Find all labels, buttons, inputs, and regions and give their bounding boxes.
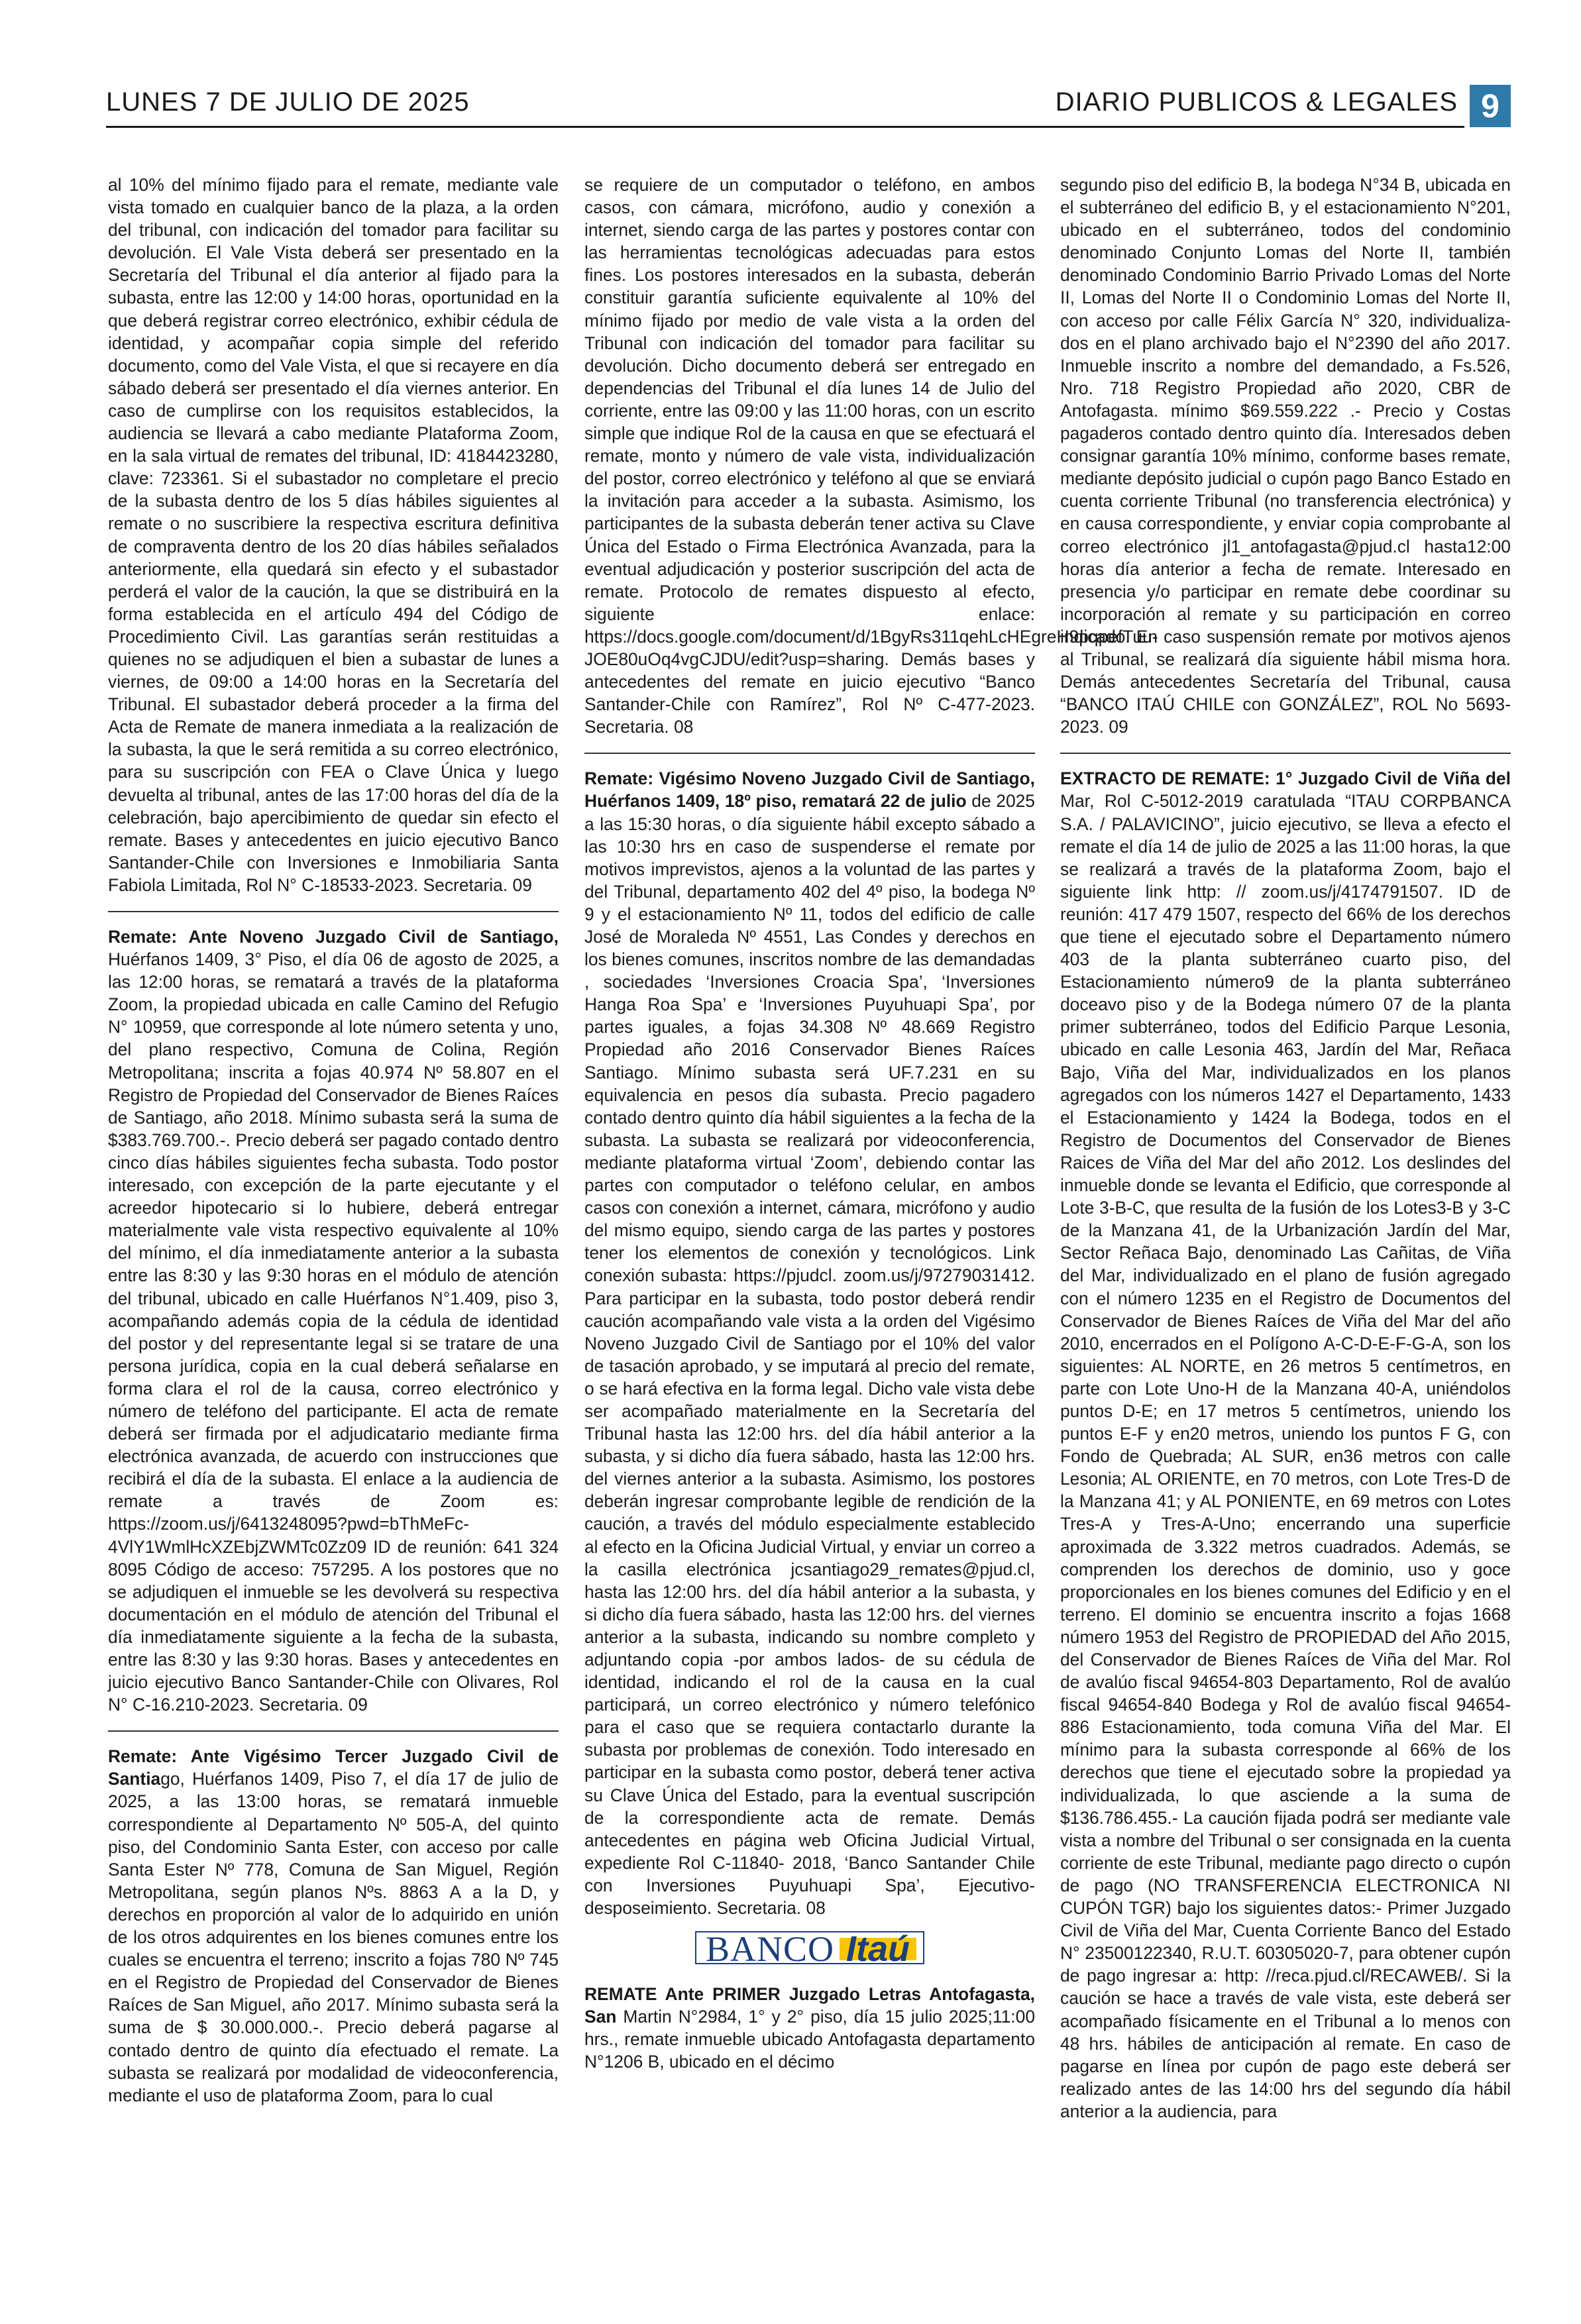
logo-itau-text: Itaú [840,1938,916,1960]
notice-body: de 2025 a las 15:30 horas, o día siguiente hábil excepto sábado a las 10:30 hrs en caso de suspenderse el remate por motivos imprevistos, ajenos a la voluntad de las partes y del Tribunal, departamento 402 del 4º piso, la bodega Nº 9 y el estacionamiento Nº 11, todos del edificio de calle José de Moraleda Nº 4551, Las Condes y derechos en los bienes comunes, inscritos nombre de las demandadas , sociedades ‘Inversiones Croacia Spa’, ‘Inversiones Hanga Roa Spa’ e ‘Inversiones Puyuhuapi Spa’, por partes iguales, a fojas 34.308 Nº 48.669 Registro Propiedad año 2016 Conservador Bienes Raíces Santiago. Mínimo subasta será UF.7.231 en su equivalencia en pesos día subasta. Precio pagadero contado dentro quinto día hábil siguientes a la fecha de la subasta. La subasta se realizará por videoconferencia, mediante plataforma virtual ‘Zoom’, debiendo contar las partes con computador o teléfono celular, en ambos casos con conexión a internet, cámara, micrófono y audio del mismo equipo, siendo carga de las partes y postores tener los elementos de conexión y tecnológicos. Link conexión subasta: https://pjudcl. zoom.us/j/97279031412. Para participar en la subasta, todo postor deberá rendir caución acompañando vale vista a la orden del Vigésimo Noveno Juzgado Civil de Santiago por el 10% del valor de tasación aprobado, y se imputará al precio del remate, o se hará efectiva en la forma legal. Dicho vale vista debe ser acompañado materialmente en la Secretaría del Tribunal hasta las 12:00 hrs. del día hábil anterior a la subasta, y si dicho día fuera sábado, hasta las 12:00 hrs. del viernes anterior a la subasta. Asimismo, los postores deberán ingresar comprobante legible de rendición de la caución, a través del módulo especialmente establecido al efecto en la Oficina Judicial Virtual, y enviar un correo a la casilla electrónica jcsantiago29_remates@pjud.cl, hasta las 12:00 hrs. del día hábil anterior a la subasta, y si dicho día fuera sábado, hasta las 12:00 hrs. del viernes anterior a la subasta, indicando su nombre completo y adjuntando copia -por ambos lados- de su cédula de identidad, indicando el rol de la causa en la cual participará, un correo electrónico y número telefónico para el caso que se requiera contactarlo durante la subasta por problemas de conexión. Todo interesado en participar en la subasta como postor, deberá tener activa su Clave Única del Estado, para la eventual suscripción de la correspondiente acta de remate. Demás antecedentes en página web Oficina Judicial Virtual, expediente Rol C-11840- 2018, ‘Banco Santander Chile con Inversiones Puyuhuapi Spa’, Ejecutivo- desposeimiento. Secretaria. 08 [584,791,1035,1919]
banco-itau-logo [695,1929,924,1970]
notice-body: go, Huérfanos 1409, Piso 7, el día 17 de julio de 2025, a las 13:00 horas, se rematará inmueble correspondiente al Departamento Nº 505-A, del quinto piso, del Condominio Santa Ester, con acceso por calle Santa Ester Nº 778, Comuna de San Miguel, Región Metropolitana, según planos Nºs. 8863 A a la D, y derechos en proporción al valor de lo adquirido en unión de los otros adquirentes en los bienes comunes entre los cuales se encuentra el terreno; inscrito a fojas 780 Nº 745 en el Registro de Propiedad del Conservador de Bienes Raíces de San Miguel, año 2017. Mínimo subasta será la suma de $ 30.000.000.-. Precio deberá pagarse al contado dentro de quinto día efectuado el remate. La subasta se realizará por modalidad de videoconferencia, mediante el uso de plataforma Zoom, para lo cual [108,1769,559,2105]
notice-heading: Remate: Ante Vigésimo Tercer Juzgado Civil de Santia [108,1746,559,1789]
bank-logo-wrap [584,1929,1035,1970]
notice-body: se requiere de un computador o teléfono, en ambos casos, con cámara, micrófono, audio y conexión a internet, siendo carga de las partes y postores contar con las herramientas tecnológicas adecuadas para estos fines. Los postores interesados en la subasta, deberán constituir garantía suficiente equivalente al 10% del mínimo fijado por medio de vale vista a la orden del Tribunal con indicación del tomador para facilitar su devolución. Dicho documento deberá ser entregado en dependencias del Tribunal el día lunes 14 de Julio del corriente, entre las 09:00 y las 11:00 horas, con un escrito simple que indique Rol de la causa en que se efectuará el remate, monto y número de vale vista, individualización del postor, correo electrónico y teléfono al que se enviará la invitación para acceder a la subasta. Asimismo, los participantes de la subasta deberán tener activa su Clave Única del Estado o Firma Electrónica Avanzada, para la eventual adjudicación y posterior suscripción del acta de remate. Protocolo de remates dispuesto al efecto, siguiente enlace: https://docs.google.com/document/d/1BgyRs311qehLcHEgreH9pqpefTuu-JOE80uOq4vgCJDU/edit?usp=sharing. Demás bases y antecedentes del remate en juicio ejecutivo “Banco Santander-Chile con Ramírez”, Rol Nº C-477-2023. Secretaria. 08 [584,175,1158,737]
notice-primer-juzgado-antofagasta [584,1983,1035,2073]
publication-name: DIARIO PUBLICOS & LEGALES [1055,87,1458,117]
notice-noveno-juzgado [108,925,559,1716]
column-1 [108,174,559,2294]
notice-divider [108,911,559,912]
notice-body: Martin N°2984, 1° y 2° piso, día 15 julio 2025;11:00 hrs., remate inmueble ubicado Antofagasta departamento N°1206 B, ubicado en el décimo [584,2007,1035,2072]
notice-extracto-vina-del-mar [1060,767,1511,2123]
logo-banco-text: BANCO [705,1929,834,1970]
notice-heading: Remate: Vigésimo Noveno Juzgado Civil de Santiago, Huérfanos 1409, 18º piso, rematará 22 de julio [584,768,1035,812]
notice-vigesimo-tercer-juzgado [108,1745,559,2107]
notice-body: Huérfanos 1409, 3° Piso, el día 06 de agosto de 2025, a las 12:00 horas, se rematará a través de la plataforma Zoom, la propiedad ubicada en calle Camino del Refugio N° 10959, que corresponde al lote número setenta y uno, del plano respectivo, Comuna de Colina, Región Metropolitana; inscrita a fojas 40.974 Nº 58.807 en el Registro de Propiedad del Conservador de Bienes Raíces de Santiago, año 2018. Mínimo subasta será la suma de $383.769.700.-. Precio deberá ser pagado contado dentro cinco días hábiles siguientes fecha subasta. Todo postor interesado, con excepción de la parte ejecutante y el acreedor hipotecario si lo hubiere, deberá entregar materialmente vale vista respectivo equivalente al 10% del mínimo, el día inmediatamente anterior a la subasta entre las 8:30 y las 9:30 horas en el módulo de atención del tribunal, ubicado en calle Huérfanos N°1.409, piso 3, acompañando además copia de la cédula de identidad del postor y del representante legal si se tratare de una persona jurídica, copia en la cual deberá señalarse en forma clara el rol de la causa, correo electrónico y número de teléfono del participante. El acta de remate deberá ser firmada por el adjudicatario mediante firma electrónica avanzada, de acuerdo con instrucciones que recibirá el día de la subasta. El enlace a la audiencia de remate a través de Zoom es: https://zoom.us/j/6413248095?pwd=bThMeFc-4VlY1WmlHcXZEbjZWMTc0Zz09 ID de reunión: 641 324 8095 Código de acceso: 757295. A los postores que no se adjudiquen el inmueble se les devolverá su respectiva documentación en el módulo de atención del Tribunal el día inmediatamente siguiente a la fecha de la subasta, entre las 8:30 y las 9:30 horas. Bases y antecedentes en juicio ejecutivo Banco Santander-Chile con Olivares, Rol N° C-16.210-2023. Secretaria. 09 [108,949,559,1715]
column-3 [1060,174,1511,2294]
notice-heading: Remate: Ante Noveno Juzgado Civil de Santiago, [108,927,559,947]
column-2 [584,174,1158,2294]
notice-divider [108,1730,559,1732]
notice-continued [108,174,559,896]
notice-continued [584,174,1158,738]
notice-heading: EXTRACTO DE REMATE: 1° Juzgado Civil de Viña del [1060,768,1511,789]
notice-body: Mar, Rol C-5012-2019 caratulada “ITAU CORPBANCA S.A. / PALAVICINO”, juicio ejecutivo, se lleva a efecto el remate el día 14 de julio de 2025 a las 11:00 horas, la que se realizará a través de la plataforma Zoom, bajo el siguiente link http: // zoom.us/j/4174791507. ID de reunión: 417 479 1507, respecto del 66% de los derechos que tiene el ejecutado sobre el Departamento número 403 de la planta subterráneo cuarto piso, del Estacionamiento número9 de la planta subterráneo doceavo piso y de la Bodega número 07 de la planta primer subterráneo, todos del Edificio Parque Lesonia, ubicado en calle Lesonia 463, Jardín del Mar, Reñaca Bajo, Viña del Mar, individualizados en los planos agregados con los números 1427 el Departamento, 1433 el Estacionamiento y 1424 la Bodega, todos en el Registro de Documentos del Conservador de Bienes Raices de Viña del Mar del año 2012. Los deslindes del inmueble donde se levanta el Edificio, que corresponde al Lote 3-B-C, que resulta de la fusión de los Lotes3-B y 3-C de la Manzana 41, de la Urbanización Jardín del Mar, Sector Reñaca Bajo, denominado Las Cañitas, de Viña del Mar, individualizado en el plano de fusión agregado con el número 1235 en el Registro de Documentos del Conservador de Bienes Raíces de Viña del Mar del año 2010, encerrados en el Polígono A-C-D-E-F-G-A, son los siguientes: AL NORTE, en 26 metros 5 centímetros, en parte con Lote Uno-H de la Manzana 40-A, uniéndolos puntos D-E; en 17 metros 5 centímetros, uniendo los puntos E-F y en20 metros, uniendo los puntos F G, con Fondo de Quebrada; AL SUR, en36 metros con calle Lesonia; AL ORIENTE, en 70 metros, con Lote Tres-D de la Manzana 41; y AL PONIENTE, en 69 metros con Lotes Tres-A y Tres-A-Uno; encerrando una superficie aproximada de 3.322 metros cuadrados. Además, se comprenden los derechos de dominio, uso y goce proporcionales en los bienes comunes del Edificio y en el terreno. El dominio se encuentra inscrito a fojas 1668 número 1953 del Registro de PROPIEDAD del Año 2015, del Conservador de Bienes Raíces de Viña del Mar. Rol de avalúo fiscal 94654-803 Departamento, Rol de avalúo fiscal 94654-840 Bodega y Rol de avalúo fiscal 94654-886 Estacionamiento, toda comuna Viña del Mar. El mínimo para la subasta corresponde al 66% de los derechos que tiene el ejecutado sobre la propiedad ya individualizada, lo que asciende a la suma de $136.786.455.- La caución fijada podrá ser mediante vale vista a nombre del Tribunal o ser consignada en la cuenta corriente de este Tribunal, mediante pago directo o cupón de pago (NO TRANSFERENCIA ELECTRONICA NI CUPÓN TGR) bajo los siguientes datos:- Primer Juzgado Civil de Viña del Mar, Cuenta Corriente Banco del Estado N° 23500122340, R.U.T. 60305020-7, para obtener cupón de pago ingresar a: http: //reca.pjud.cl/RECAWEB/. Si la caución se hace a través de vale vista, este deberá ser acompañado físicamente en el Tribunal a lo menos con 48 hrs. hábiles de anticipación al remate. En caso de pagarse en línea por cupón de pago este deberá ser realizado antes de las 14:00 hrs del segundo día hábil anterior a la audiencia, para [1060,791,1511,2121]
notice-heading: REMATE Ante PRIMER Juzgado Letras Antofagasta, San [584,1984,1035,2027]
issue-date: LUNES 7 DE JULIO DE 2025 [106,87,470,117]
page-header [106,85,1511,131]
header-rule [106,126,1464,128]
notice-divider [1060,753,1511,754]
page-number: 9 [1470,85,1511,127]
notice-vigesimo-noveno-juzgado [584,767,1035,1919]
notice-continued [1060,174,1511,738]
notice-body: segundo piso del edificio B, la bodega N°34 B, ubicada en el subterráneo del edificio B, y el estacionamiento N°201, ubicado en el subterráneo, todos del condominio denominado Conjunto Lomas del Norte II, también denominado Condominio Barrio Privado Lomas del Norte II, Lomas del Norte II o Condominio Lomas del Norte II, con acceso por calle Félix García N° 320, individualiza-dos en el plano archivado bajo el N°2390 del año 2017. Inmueble inscrito a nombre del demandado, a Fs.526, Nro. 718 Registro Propiedad año 2020, CBR de Antofagasta. mínimo $69.559.222 .- Precio y Costas pagaderos contado dentro quinto día. Interesados deben consignar garantía 10% mínimo, conforme bases remate, mediante depósito judicial o cupón pago Banco Estado en cuenta corriente Tribunal (no transferencia electrónica) y en causa correspondiente, y enviar copia comprobante al correo electrónico jl1_antofagasta@pjud.cl hasta12:00 horas día anterior a fecha de remate. Interesado en presencia y/o participar en remate debe coordinar su incorporación al remate y su participación en correo indicado. En caso suspensión remate por motivos ajenos al Tribunal, se realizará día siguiente hábil misma hora. Demás antecedentes Secretaría del Tribunal, causa “BANCO ITAÚ CHILE con GONZÁLEZ”, ROL No 5693-2023. 09 [1060,175,1511,737]
notice-body: al 10% del mínimo fijado para el remate, mediante vale vista tomado en cualquier banco de la plaza, a la orden del tribunal, con indicación del tomador para facilitar su devolución. El Vale Vista deberá ser presentado en la Secretaría del Tribunal el día anterior al fijado para la subasta, entre las 12:00 y 14:00 horas, oportunidad en la que deberá registrar correo electrónico, exhibir cédula de identidad, y acompañar copia simple del referido documento, como del Vale Vista, el que si recayere en día sábado deberá ser presentado el día viernes anterior. En caso de cumplirse con los requisitos establecidos, la audiencia se llevará a cabo mediante Plataforma Zoom, en la sala virtual de remates del tribunal, ID: 4184423280, clave: 723361. Si el subastador no completare el precio de la subasta dentro de los 5 días hábiles siguientes al remate o no suscribiere la respectiva escritura definitiva de compraventa dentro de los 20 días hábiles señalados anteriormente, ella quedará sin efecto y el subastador perderá el valor de la caución, la que se distribuirá en la forma establecida en el artículo 494 del Código de Procedimiento Civil. Las garantías serán restituidas a quienes no se adjudiquen el bien a subastar de lunes a viernes, de 09:00 a 14:00 horas en la Secretaría del Tribunal. El subastador deberá proceder a la firma del Acta de Remate de manera inmediata a la realización de la subasta, la que le será remitida a su correo electrónico, para su suscripción con FEA o Clave Única y luego devuelta al tribunal, antes de las 17:00 horas del día de la celebración, bajo apercibimiento de quedar sin efecto el remate. Bases y antecedentes en juicio ejecutivo Banco Santander-Chile con Inversiones e Inmobiliaria Santa Fabiola Limitada, Rol N° C-18533-2023. Secretaria. 09 [108,175,559,895]
notice-divider [584,753,1035,754]
